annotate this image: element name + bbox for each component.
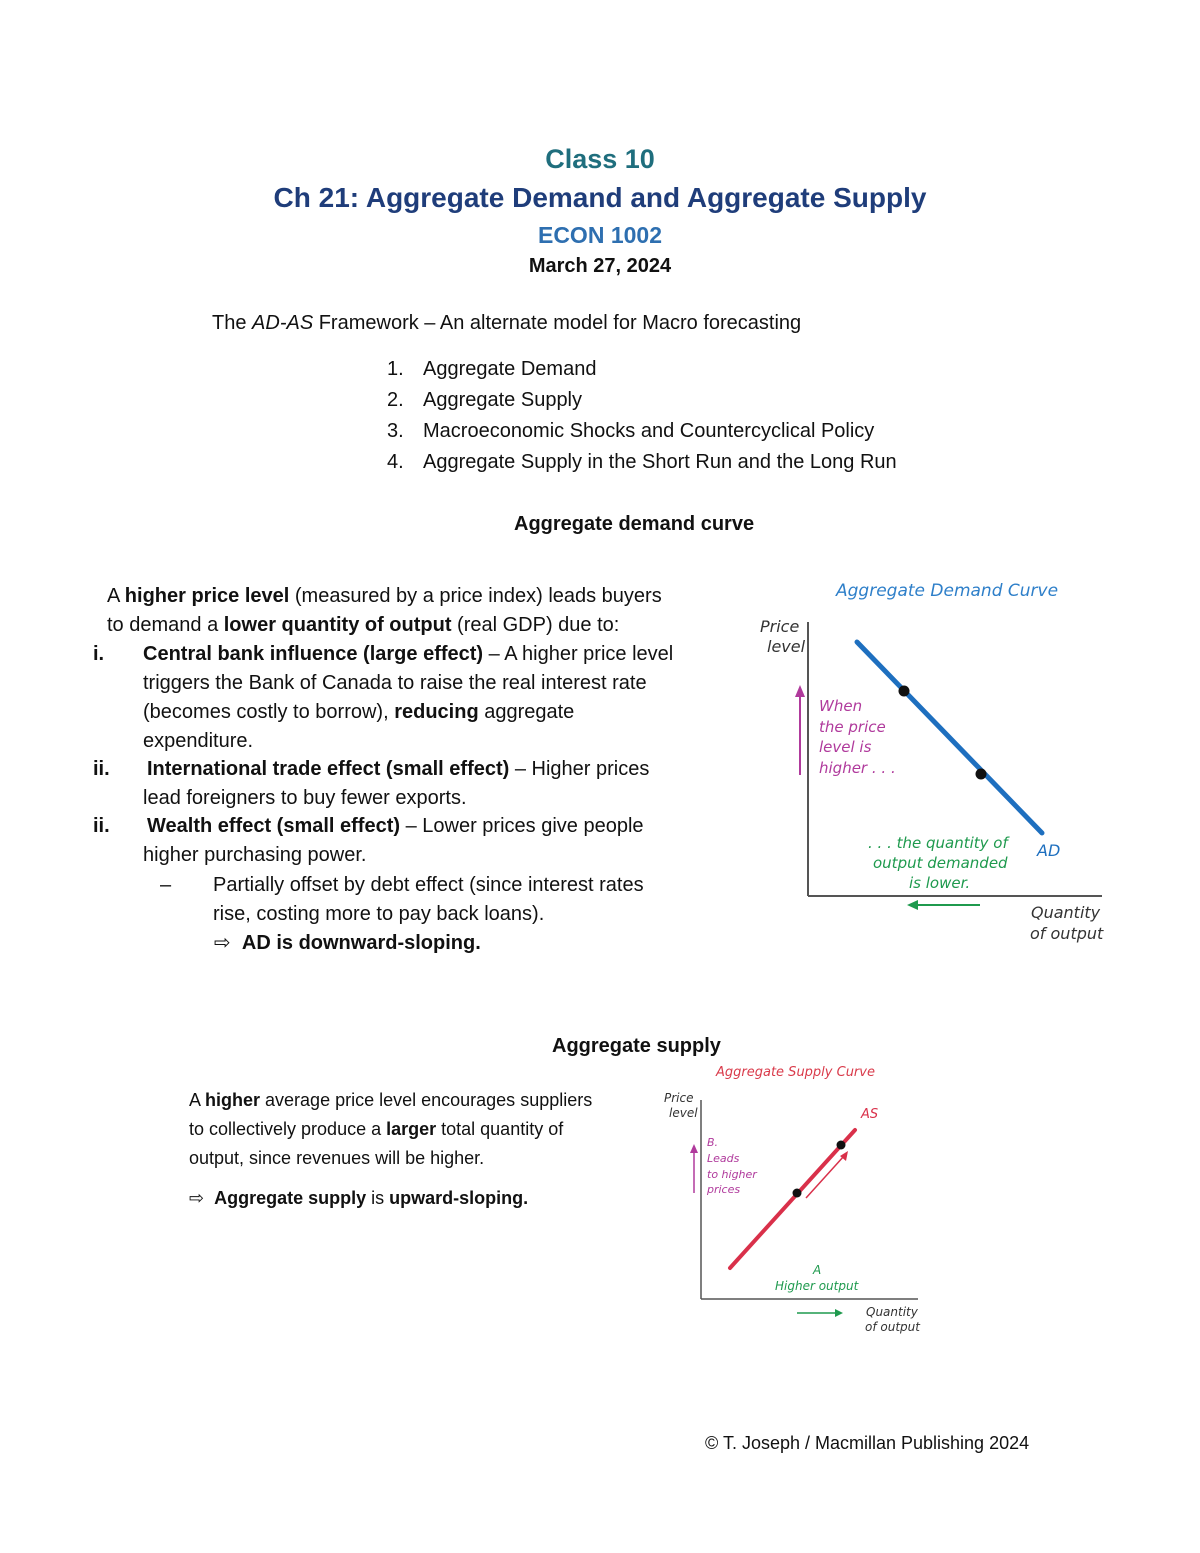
chapter-title: Ch 21: Aggregate Demand and Aggregate Supply bbox=[273, 182, 927, 213]
intro-italic: AD-AS bbox=[252, 312, 314, 334]
text-run-bold: lower quantity of output bbox=[223, 614, 452, 636]
text-run: – A higher price level bbox=[483, 643, 674, 665]
debt-effect-note bbox=[160, 871, 720, 931]
as-paragraph bbox=[189, 1086, 592, 1173]
text-run-bold: larger bbox=[386, 1119, 437, 1139]
qty-right-arrow-head bbox=[835, 1309, 843, 1317]
text-run: – Higher prices bbox=[509, 758, 650, 780]
ad-x-label-2: of output bbox=[1030, 924, 1104, 943]
ad-point-lower bbox=[976, 769, 987, 780]
topic-label: Aggregate Supply in the Short Run and the Long Run bbox=[423, 451, 897, 473]
reason-line: triggers the Bank of Canada to raise the real interest rate bbox=[143, 672, 647, 694]
text-run-bold: upward-sloping. bbox=[389, 1188, 529, 1208]
text-run: to demand a bbox=[107, 614, 224, 636]
qty-left-arrow-head bbox=[907, 900, 918, 910]
topic-number: 3. bbox=[387, 420, 404, 442]
ad-y-label-1: Price bbox=[760, 617, 800, 636]
text-run: is bbox=[366, 1188, 390, 1208]
b-note-line: prices bbox=[707, 1183, 741, 1196]
price-note-line: When bbox=[819, 697, 863, 715]
ad-heading: Aggregate demand curve bbox=[514, 513, 755, 535]
topic-item bbox=[387, 358, 897, 389]
ad-chart-title: Aggregate Demand Curve bbox=[836, 581, 1059, 601]
topic-list bbox=[387, 358, 897, 482]
as-curve bbox=[730, 1130, 855, 1268]
reason-line bbox=[147, 755, 649, 784]
intro-suffix: Framework – An alternate model for Macro forecasting bbox=[313, 312, 802, 334]
ad-curve-label: AD bbox=[1037, 841, 1061, 860]
as-point-lower bbox=[793, 1189, 802, 1198]
text-run-bold: reducing bbox=[394, 701, 479, 723]
as-point-upper bbox=[837, 1141, 846, 1150]
ad-point-upper bbox=[899, 686, 910, 697]
as-line bbox=[189, 1115, 592, 1144]
price-note-line: the price bbox=[819, 718, 886, 736]
text-run: A bbox=[107, 585, 125, 607]
as-x-label-2: of output bbox=[865, 1320, 920, 1334]
list-marker: ii. bbox=[93, 758, 110, 780]
reason-line: expenditure. bbox=[143, 730, 254, 752]
dash-bullet: – bbox=[160, 874, 172, 896]
as-chart bbox=[660, 1058, 930, 1338]
as-y-label-1: Price bbox=[664, 1091, 694, 1105]
b-note-line: B. bbox=[707, 1136, 719, 1149]
as-line: output, since revenues will be higher. bbox=[189, 1148, 485, 1168]
right-arrow-icon: ⇨ bbox=[189, 1188, 205, 1208]
ad-curve bbox=[857, 642, 1042, 833]
class-label: Class 10 bbox=[545, 144, 655, 174]
topic-label: Aggregate Supply bbox=[423, 389, 583, 411]
text-run: to collectively produce a bbox=[189, 1119, 387, 1139]
text-run: (becomes costly to borrow), bbox=[143, 701, 395, 723]
reason-line: higher purchasing power. bbox=[143, 844, 367, 866]
reason-title: Wealth effect (small effect) bbox=[147, 815, 401, 837]
ad-reason-trade bbox=[93, 755, 713, 813]
conclusion-text: AD is downward-sloping. bbox=[241, 932, 481, 954]
text-run: aggregate bbox=[478, 701, 575, 723]
framework-intro bbox=[212, 312, 801, 335]
a-note-line: Higher output bbox=[775, 1279, 859, 1293]
list-marker: i. bbox=[93, 643, 105, 665]
reason-title: Central bank influence (large effect) bbox=[143, 643, 484, 665]
lecture-date: March 27, 2024 bbox=[528, 255, 672, 277]
ad-reason-central-bank bbox=[93, 640, 713, 756]
price-up-arrow-head bbox=[690, 1144, 698, 1153]
course-code: ECON 1002 bbox=[537, 222, 662, 248]
note-line: Partially offset by debt effect (since interest rates bbox=[213, 874, 644, 896]
as-y-label-2: level bbox=[669, 1106, 698, 1120]
reason-line bbox=[147, 812, 644, 841]
as-conclusion bbox=[189, 1188, 528, 1209]
text-run: A bbox=[189, 1090, 206, 1110]
as-x-label-1: Quantity bbox=[866, 1305, 918, 1319]
topic-item bbox=[387, 451, 897, 482]
reason-title: International trade effect (small effect) bbox=[147, 758, 510, 780]
qty-note-line: . . . the quantity of bbox=[868, 834, 1008, 852]
text-run: – Lower prices give people bbox=[400, 815, 644, 837]
as-line bbox=[189, 1086, 592, 1115]
ad-paragraph-line-2 bbox=[107, 611, 619, 640]
list-marker: ii. bbox=[93, 815, 110, 837]
reason-line bbox=[143, 698, 574, 727]
reason-line bbox=[143, 640, 673, 669]
as-chart-title: Aggregate Supply Curve bbox=[716, 1065, 875, 1080]
text-run: (measured by a price index) leads buyers bbox=[289, 585, 662, 607]
topic-number: 2. bbox=[387, 389, 404, 411]
b-note-line: to higher bbox=[707, 1168, 757, 1181]
topic-number: 1. bbox=[387, 358, 404, 380]
topic-item bbox=[387, 389, 897, 420]
price-note-line: level is bbox=[819, 738, 872, 756]
price-up-arrow-head bbox=[795, 685, 805, 697]
topic-label: Macroeconomic Shocks and Countercyclical Policy bbox=[423, 420, 875, 442]
text-run-bold: Aggregate supply bbox=[214, 1188, 367, 1208]
text-run: (real GDP) due to: bbox=[451, 614, 620, 636]
text-run-bold: higher bbox=[205, 1090, 261, 1110]
ad-y-label-2: level bbox=[767, 637, 806, 656]
ad-reason-wealth bbox=[93, 812, 713, 870]
price-note-line: higher . . . bbox=[819, 759, 896, 777]
note-line: rise, costing more to pay back loans). bbox=[213, 903, 545, 925]
text-run-bold: higher price level bbox=[124, 585, 290, 607]
as-curve-label: AS bbox=[861, 1107, 879, 1122]
ad-chart bbox=[740, 570, 1120, 960]
text-run: average price level encourages suppliers bbox=[260, 1090, 593, 1110]
topic-label: Aggregate Demand bbox=[423, 358, 597, 380]
ad-paragraph-line-1 bbox=[107, 582, 662, 611]
copyright-notice: © T. Joseph / Macmillan Publishing 2024 bbox=[705, 1433, 1030, 1453]
qty-note-line: is lower. bbox=[909, 874, 971, 892]
ad-conclusion bbox=[214, 929, 481, 958]
reason-line: lead foreigners to buy fewer exports. bbox=[143, 787, 467, 809]
topic-number: 4. bbox=[387, 451, 404, 473]
ad-x-label-1: Quantity bbox=[1031, 903, 1101, 922]
as-heading: Aggregate supply bbox=[552, 1035, 721, 1057]
qty-note-line: output demanded bbox=[873, 854, 1008, 872]
b-note-line: Leads bbox=[707, 1152, 740, 1165]
a-note-line: A bbox=[813, 1263, 822, 1277]
topic-item bbox=[387, 420, 897, 451]
right-arrow-icon: ⇨ bbox=[214, 932, 231, 954]
intro-prefix: The bbox=[212, 312, 253, 334]
text-run: total quantity of bbox=[436, 1119, 564, 1139]
